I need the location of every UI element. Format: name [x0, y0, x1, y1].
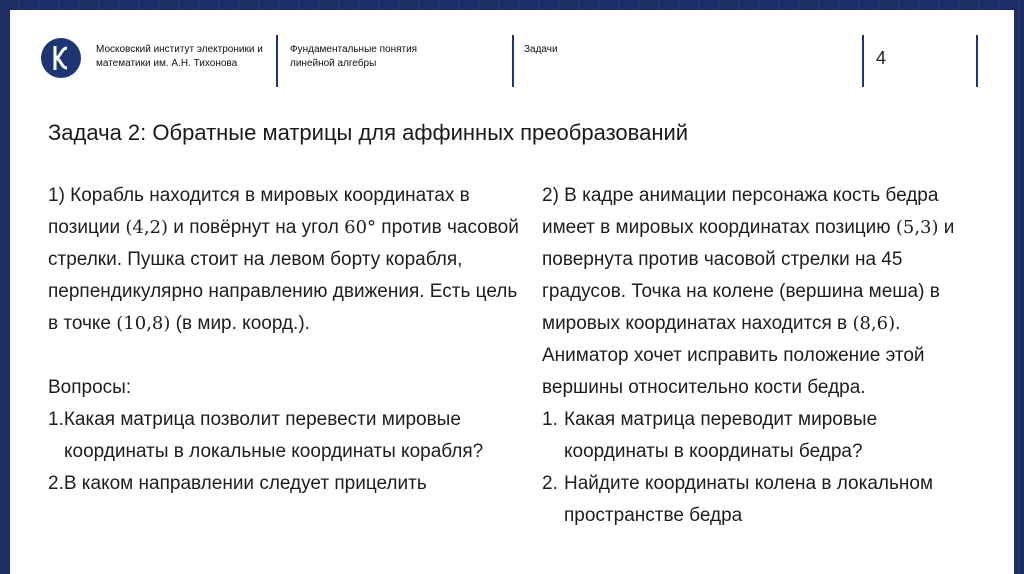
section-name: Задачи — [524, 44, 558, 55]
question-1 — [48, 404, 520, 468]
header-divider — [276, 35, 278, 87]
task-2-text-part: и повернута против часовой стрелки на 45 градусов. Точка на колене (вершина меша) в мировых координатах находится в — [542, 217, 955, 334]
math-bone-position: (5,3) — [895, 217, 939, 238]
institute-line-2: математики им. А.Н. Тихонова — [96, 58, 238, 69]
hse-logo — [41, 38, 81, 78]
question-2 — [48, 468, 520, 500]
task-2-text-part: . Аниматор хочет исправить положение этой вершины относительно кости бедра. — [542, 313, 925, 398]
question-2-text: 2.В каком направлении следует прицелить — [48, 473, 427, 494]
right-column — [542, 180, 982, 532]
institute-name — [96, 43, 263, 71]
math-target: (10,8) — [116, 313, 171, 334]
header-divider — [862, 35, 864, 87]
page-number: 4 — [876, 48, 887, 68]
hse-logo-icon — [49, 44, 73, 72]
math-angle: 60° — [344, 217, 377, 238]
course-name — [290, 43, 417, 71]
task-1-text-part: против часовой стрелки. Пушка стоит на левом борту корабля, перпендикулярно направлению движения. Есть цель в точке — [48, 217, 519, 334]
math-position: (4,2) — [125, 217, 169, 238]
course-line-1: Фундаментальные понятия — [290, 44, 418, 55]
left-column — [48, 180, 520, 500]
task-2-text — [542, 180, 982, 404]
question-2-number: 2. — [542, 473, 558, 494]
task-2-text-part: 2) В кадре анимации персонажа кость бедра имеет в мировых координатах позицию — [542, 185, 939, 238]
slide — [10, 10, 1014, 574]
question-1-number: 1. — [542, 409, 558, 430]
question-2 — [542, 468, 982, 532]
task-1-text-part: 1) Корабль находится в мировых координатах в позиции — [48, 185, 470, 238]
questions-label: Вопросы: — [48, 377, 132, 398]
header-divider — [976, 35, 978, 87]
slide-title: Задача 2: Обратные матрицы для аффинных преобразований — [48, 120, 689, 145]
question-1 — [542, 404, 982, 468]
institute-line-1: Московский институт электроники и — [96, 44, 263, 55]
task-1-text-part: (в мир. коорд.). — [170, 313, 310, 334]
task-1-text — [48, 180, 520, 340]
math-knee-position: (8,6) — [852, 313, 896, 334]
course-line-2: линейной алгебры — [290, 58, 377, 69]
question-2-text: Найдите координаты колена в локальном пространстве бедра — [564, 473, 934, 526]
question-1-text: 1.Какая матрица позволит перевести мировые координаты в локальные координаты корабля? — [48, 409, 484, 462]
task-1-text-part: и повёрнут на угол — [168, 217, 345, 238]
header-divider — [512, 35, 514, 87]
question-1-text: Какая матрица переводит мировые координаты в координаты бедра? — [564, 409, 878, 462]
